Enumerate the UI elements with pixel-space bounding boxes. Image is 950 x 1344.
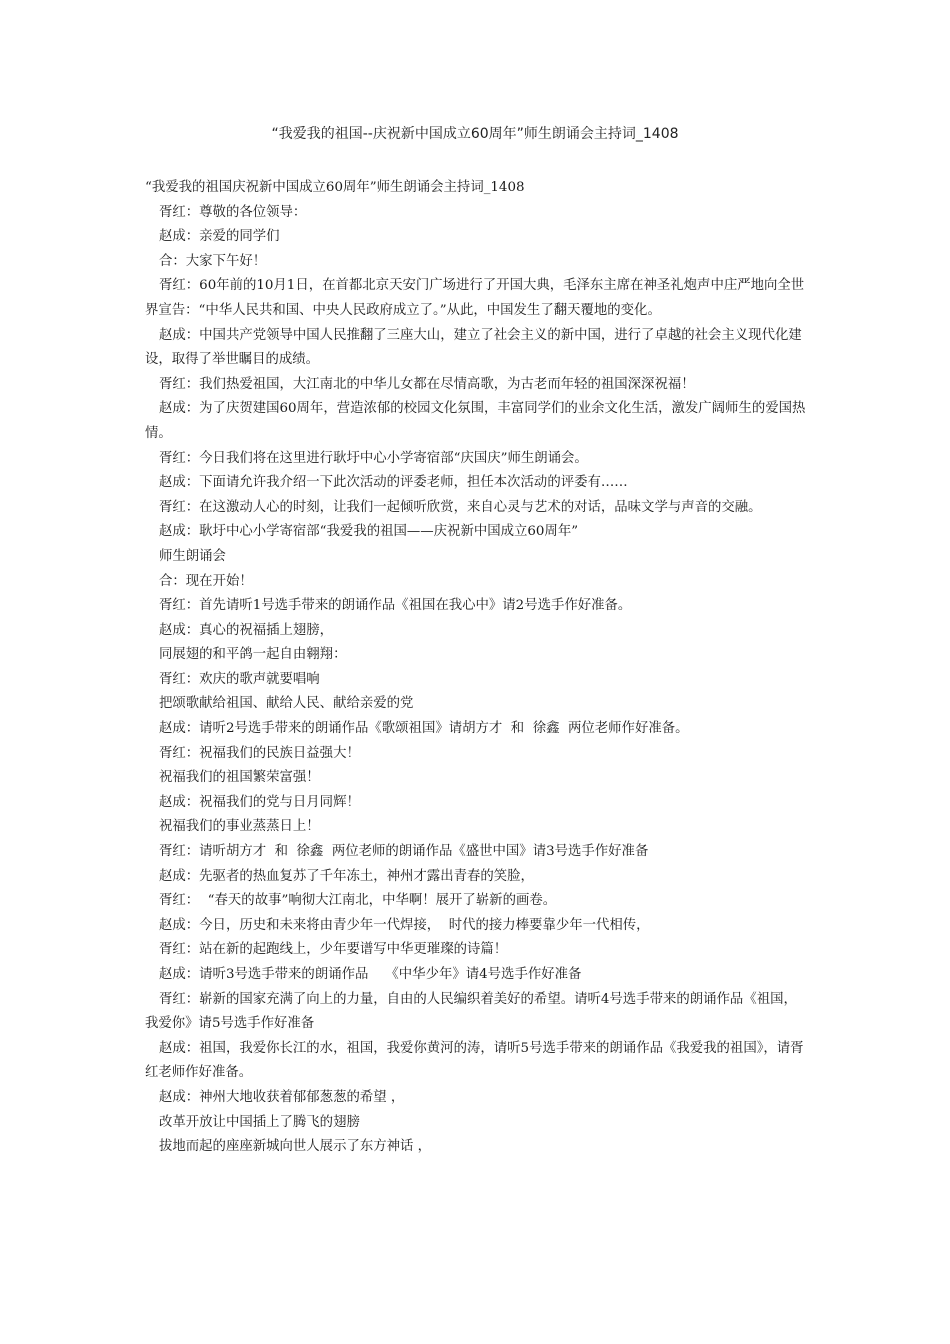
paragraph: 赵成：祝福我们的党与日月同辉！ [159, 794, 360, 810]
paragraph: 赵成：亲爱的同学们 [159, 229, 280, 245]
paragraph: 胥红：我们热爱祖国，大江南北的中华儿女都在尽情高歌，为古老而年轻的祖国深深祝福！ [159, 376, 695, 392]
paragraph: 胥红：在这激动人心的时刻，让我们一起倾听欣赏，来自心灵与艺术的对话，品味文学与声音的交融。 [159, 499, 762, 515]
paragraph: 胥红：祝福我们的民族日益强大！ [159, 745, 360, 761]
paragraph: 合：现在开始！ [159, 573, 253, 589]
paragraph: 赵成：请听3号选手带来的朗诵作品 《中华少年》请4号选手作好准备 [159, 967, 582, 982]
paragraph: 赵成：下面请允许我介绍一下此次活动的评委老师，担任本次活动的评委有…… [159, 475, 628, 491]
paragraph: 赵成：为了庆贺建国60周年，营造浓郁的校园文化氛围，丰富同学们的业余文化生活，激发广阔师生的爱国热情。 [145, 401, 806, 441]
paragraph: 胥红： “春天的故事”响彻大江南北，中华啊！展开了崭新的画卷。 [159, 893, 557, 909]
paragraph: 胥红：今日我们将在这里进行耿圩中心小学寄宿部“庆国庆”师生朗诵会。 [159, 450, 588, 466]
paragraph: 同展翅的和平鸽一起自由翱翔： [159, 647, 347, 663]
document-title: “我爱我的祖国--庆祝新中国成立60周年”师生朗诵会主持词_1408 [271, 126, 679, 142]
paragraph: 改革开放让中国插上了腾飞的翅膀 [159, 1114, 360, 1130]
paragraph: 胥红：60年前的10月1日，在首都北京天安门广场进行了开国大典，毛泽东主席在神圣礼炮声中庄严地向全世界宣告：“中华人民共和国、中央人民政府成立了。”从此，中国发生了翻天覆地的变化。 [145, 278, 805, 318]
paragraph: 把颂歌献给祖国、献给人民、献给亲爱的党 [159, 696, 414, 712]
paragraph: 胥红：尊敬的各位领导： [159, 204, 307, 220]
document-body [145, 176, 810, 1160]
paragraph: 胥红：请听胡方才 和 徐鑫 两位老师的朗诵作品《盛世中国》请3号选手作好准备 [159, 844, 649, 860]
paragraph: 拔地而起的座座新城向世人展示了东方神话 ， [159, 1139, 432, 1155]
paragraph: 赵成：中国共产党领导中国人民推翻了三座大山，建立了社会主义的新中国，进行了卓越的社会主义现代化建设，取得了举世瞩目的成绩。 [145, 327, 802, 368]
paragraph: 赵成：耿圩中心小学寄宿部“我爱我的祖国——庆祝新中国成立60周年” [159, 524, 579, 540]
paragraph: 赵成：今日，历史和未来将由青少年一代焊接， 时代的接力棒要靠少年一代相传， [159, 917, 650, 933]
paragraph: 胥红：首先请听1号选手带来的朗诵作品《祖国在我心中》请2号选手作好准备。 [159, 598, 632, 614]
paragraph: 胥红：崭新的国家充满了向上的力量，自由的人民编织着美好的希望。请听4号选手带来的朗诵作品《祖国，我爱你》请5号选手作好准备 [145, 991, 797, 1032]
paragraph: 师生朗诵会 [159, 548, 226, 564]
paragraph: 祝福我们的事业蒸蒸日上！ [159, 819, 320, 835]
paragraph: 合：大家下午好！ [159, 253, 267, 269]
paragraph: 胥红：站在新的起跑线上，少年要谱写中华更璀璨的诗篇！ [159, 942, 508, 958]
paragraph: 赵成：真心的祝福插上翅膀， [159, 622, 334, 638]
paragraph: “我爱我的祖国庆祝新中国成立60周年”师生朗诵会主持词_1408 [145, 180, 525, 195]
paragraph: 赵成：神州大地收获着郁郁葱葱的希望 ， [159, 1089, 405, 1105]
paragraph: 赵成：先驱者的热血复苏了千年冻土，神州才露出青春的笑脸， [159, 868, 534, 884]
paragraph: 胥红：欢庆的歌声就要唱响 [159, 671, 320, 687]
paragraph: 赵成：请听2号选手带来的朗诵作品《歌颂祖国》请胡方才 和 徐鑫 两位老师作好准备。 [159, 721, 689, 737]
paragraph: 赵成：祖国，我爱你长江的水，祖国，我爱你黄河的涛，请听5号选手带来的朗诵作品《我爱我的祖国》，请胥红老师作好准备。 [145, 1040, 804, 1081]
paragraph: 祝福我们的祖国繁荣富强！ [159, 770, 320, 786]
